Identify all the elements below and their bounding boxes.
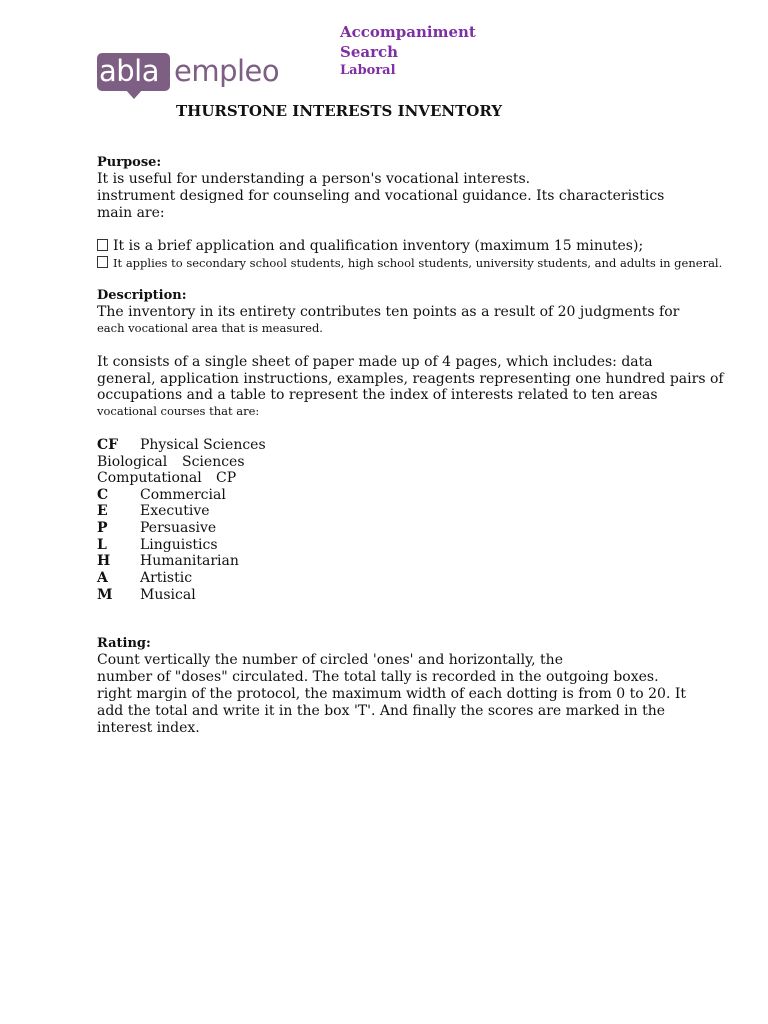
area-code: L: [97, 537, 107, 553]
description-para-line: occupations and a table to represent the index of interests related to ten areas: [97, 387, 658, 403]
area-name: Artistic: [140, 570, 193, 586]
description-para-line: It consists of a single sheet of paper made up of 4 pages, which includes: data: [97, 354, 653, 370]
area-name: Biological: [97, 454, 168, 470]
area-code: C: [97, 487, 109, 503]
purpose-bullet-text: It is a brief application and qualification inventory (maximum 15 minutes);: [113, 238, 644, 254]
area-name: Physical Sciences: [140, 437, 266, 453]
purpose-line: main are:: [97, 205, 165, 221]
area-code: CF: [97, 437, 119, 453]
area-code: A: [97, 570, 108, 586]
area-code: E: [97, 503, 108, 519]
rating-line: number of "doses" circulated. The total tally is recorded in the outgoing boxes.: [97, 669, 659, 685]
purpose-heading: Purpose:: [97, 155, 162, 170]
area-name: Musical: [140, 587, 196, 603]
purpose-bullet: [97, 256, 722, 270]
header-line-3: Laboral: [340, 63, 396, 78]
description-line: each vocational area that is measured.: [97, 321, 323, 335]
area-name: Executive: [140, 503, 210, 519]
ablaempleo-logo: [97, 51, 280, 103]
area-name: Commercial: [140, 487, 226, 503]
document-title: THURSTONE INTERESTS INVENTORY: [176, 102, 503, 120]
purpose-bullet-text: It applies to secondary school students, high school students, university students, and adults in general.: [113, 256, 723, 270]
description-para-line: vocational courses that are:: [97, 404, 260, 418]
header-line-2: Search: [340, 43, 399, 61]
logo-text-left: abla: [99, 54, 160, 88]
area-name: Humanitarian: [140, 553, 239, 569]
area-code: H: [97, 553, 111, 569]
area-code: P: [97, 520, 108, 536]
description-line: The inventory in its entirety contributes ten points as a result of 20 judgments for: [97, 304, 680, 320]
area-code: M: [97, 587, 113, 603]
rating-line: add the total and write it in the box 'T'. And finally the scores are marked in the: [97, 703, 666, 719]
rating-line: Count vertically the number of circled 'ones' and horizontally, the: [97, 652, 563, 668]
description-para-line: general, application instructions, examples, reagents representing one hundred pairs of: [97, 371, 724, 387]
rating-line: right margin of the protocol, the maximum width of each dotting is from 0 to 20. It: [97, 686, 686, 702]
area-name: Linguistics: [140, 537, 218, 553]
area-name: Persuasive: [140, 520, 217, 536]
checkbox-glyph-icon: [97, 239, 108, 251]
purpose-line: instrument designed for counseling and vocational guidance. Its characteristics: [97, 188, 665, 204]
area-name: Sciences: [182, 454, 245, 470]
checkbox-glyph-icon: [97, 256, 108, 268]
area-name: Computational: [97, 470, 202, 486]
rating-heading: Rating:: [97, 636, 151, 651]
purpose-line: It is useful for understanding a person's vocational interests.: [97, 171, 531, 187]
area-code: CP: [216, 470, 237, 486]
rating-line: interest index.: [97, 720, 200, 736]
logo-text-right: empleo: [174, 54, 280, 88]
purpose-bullet: [97, 238, 643, 254]
header-line-1: Accompaniment: [340, 23, 476, 41]
description-heading: Description:: [97, 288, 187, 303]
